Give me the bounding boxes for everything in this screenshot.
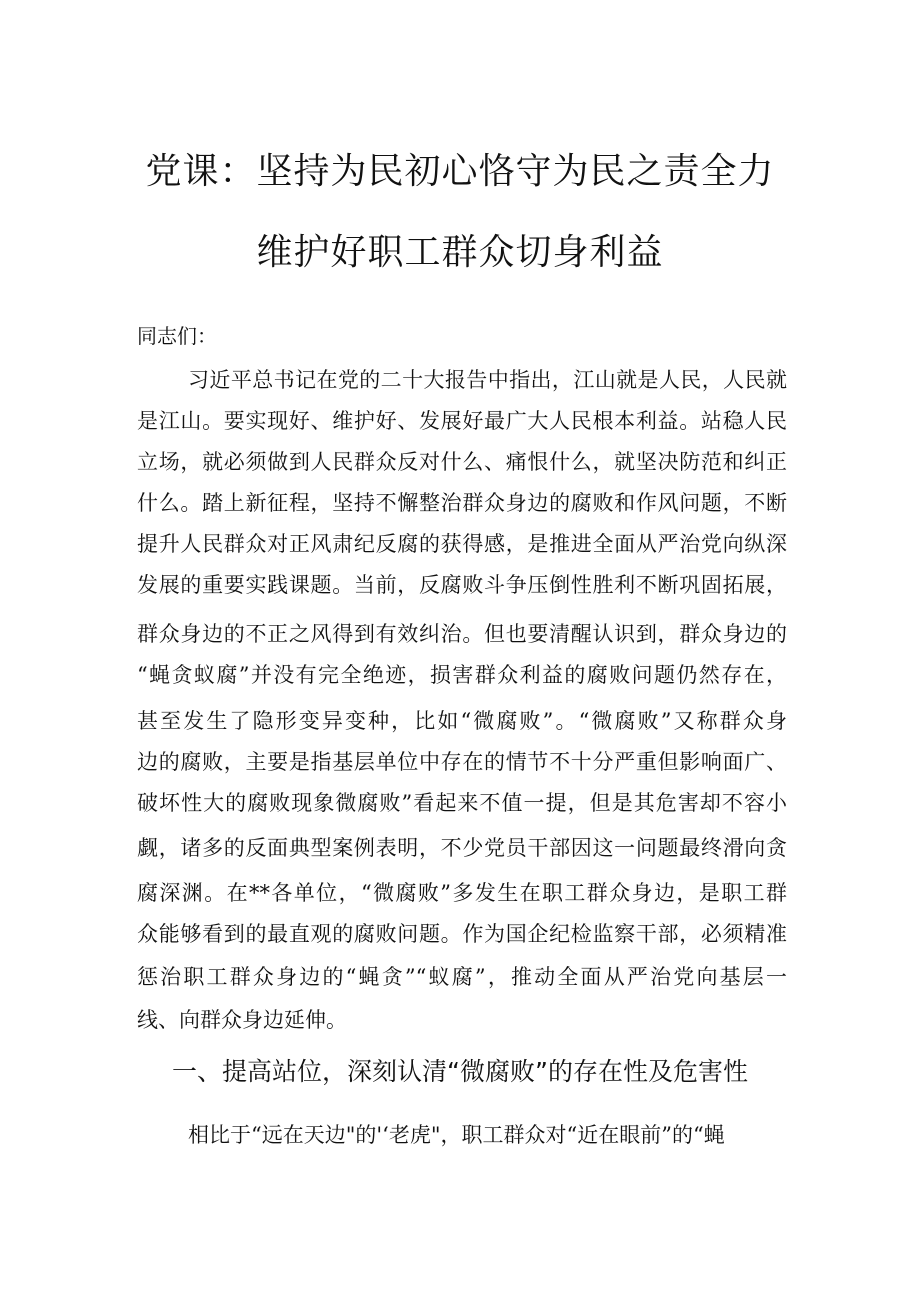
document-title-line-1: 党课：坚持为民初心恪守为民之责全力 <box>145 151 775 192</box>
paragraph-line: 惩治职工群众身边的“蝇贪”“蚁腐”，推动全面从严治党向基层一 <box>137 965 787 989</box>
paragraph-line: 提升人民群众对正风肃纪反腐的获得感，是推进全面从严治党向纵深 <box>137 532 787 556</box>
paragraph-line: 立场，就必须做到人民群众反对什么、痛恨什么，就坚决防范和纠正 <box>137 450 787 474</box>
paragraph-line: 发展的重要实践课题。当前，反腐败斗争压倒性胜利不断巩固拓展， <box>137 573 787 597</box>
paragraph-line: 什么。踏上新征程，坚持不懈整治群众身边的腐败和作风问题，不断 <box>137 491 787 515</box>
section-heading: 一、提高站位，深刻认清“微腐败”的存在性及危害性 <box>172 1057 748 1086</box>
paragraph-line: 群众身边的不正之风得到有效纠治。但也要清醒认识到，群众身边的 <box>137 622 787 646</box>
paragraph-line: 破坏性大的腐败现象微腐败”看起来不值一提，但是其危害却不容小 <box>137 791 787 815</box>
paragraph-line: 众能够看到的最直观的腐败问题。作为国企纪检监察干部，必须精准 <box>137 922 787 946</box>
paragraph-line: 边的腐败，主要是指基层单位中存在的情节不十分严重但影响面广、 <box>137 750 787 774</box>
paragraph-line: 腐深渊。在**各单位，“微腐败”多发生在职工群众身边，是职工群 <box>137 881 787 905</box>
document-title-line-2: 维护好职工群众切身利益 <box>256 232 664 273</box>
paragraph-line: 习近平总书记在党的二十大报告中指出，江山就是人民，人民就 <box>188 368 787 392</box>
paragraph-line: “蝇贪蚁腐”并没有完全绝迹，损害群众利益的腐败问题仍然存在， <box>137 663 787 687</box>
paragraph-line: 线、向群众身边延伸。 <box>137 1008 347 1032</box>
paragraph-line: 甚至发生了隐形变异变种，比如“微腐败”。“微腐败”又称群众身 <box>137 709 787 733</box>
paragraph-line: 相比于“远在天边"的'‘老虎"，职工群众对“近在眼前”的“蝇 <box>188 1123 725 1147</box>
paragraph-line: 是江山。要实现好、维护好、发展好最广大人民根本利益。站稳人民 <box>137 409 787 433</box>
paragraph-line: 觑，诸多的反面典型案例表明，不少党员干部因这一问题最终滑向贪 <box>137 836 787 860</box>
salutation: 同志们： <box>137 324 217 348</box>
